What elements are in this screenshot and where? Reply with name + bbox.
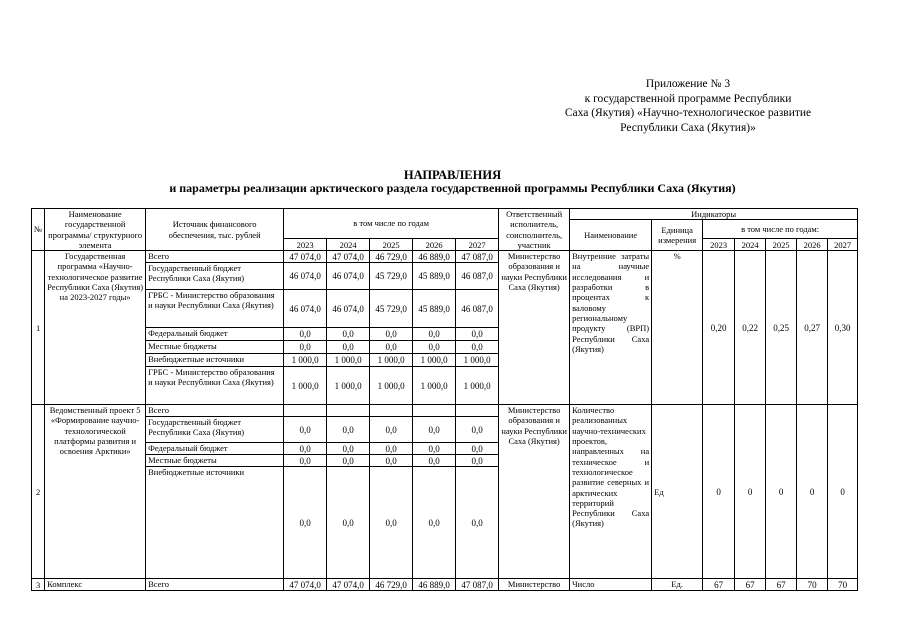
responsible-executor: Министерство [499,579,570,591]
value-cell: 46 729,0 [370,251,413,263]
value-cell: 0,0 [284,417,327,443]
indicator-value: 0 [766,405,797,579]
table-row [32,251,858,263]
value-cell: 0,0 [456,341,499,354]
header-by-years: в том числе по годам [284,209,499,239]
indicator-value: 0 [797,405,828,579]
value-cell: 0,0 [456,467,499,579]
annex-line-1: Приложение № 3 [645,78,731,90]
indicator-value: 0 [735,405,766,579]
indicator-value: 0 [828,405,858,579]
header-year: 2024 [327,239,370,251]
indicator-unit: Ед. [652,579,703,591]
indicator-name: Внутренние затраты на научные исследования и разработки в процентах к валовому региональному продукту (ВРП) Республики Саха (Якутия) [570,251,652,405]
header-ind-year: 2024 [735,239,766,251]
program-name: Комплекс [45,579,146,591]
value-cell: 0,0 [456,417,499,443]
value-cell: 0,0 [327,467,370,579]
value-cell: 45 729,0 [370,290,413,328]
indicator-value: 70 [828,579,858,591]
indicator-value: 0,30 [828,251,858,405]
value-cell: 46 074,0 [327,263,370,290]
document-subtitle: и параметры реализации арктического раздела государственной программы Республики Саха (Якутия) [169,181,736,195]
header-year: 2025 [370,239,413,251]
header-ind-year: 2026 [797,239,828,251]
value-cell: 0,0 [284,443,327,455]
header-year: 2027 [456,239,499,251]
annex-line-4: Республики Саха (Якутия)» [620,121,756,134]
responsible-executor: Министерство образования и науки Республики Саха (Якутия) [499,251,570,405]
value-cell: 0,0 [284,341,327,354]
value-cell: 47 074,0 [327,579,370,591]
value-cell: 1 000,0 [284,354,327,367]
value-cell: 1 000,0 [284,367,327,405]
annex-line-3: Саха (Якутия) «Научно-технологическое развитие [564,107,812,119]
source-name: ГРБС - Министерство образования и науки Республики Саха (Якутия) [146,290,284,328]
indicator-value: 67 [703,579,735,591]
indicator-value: 0 [703,405,735,579]
value-cell: 46 074,0 [284,290,327,328]
value-cell: 0,0 [327,417,370,443]
indicator-unit: % [652,251,703,405]
value-cell: 1 000,0 [370,354,413,367]
value-cell: 0,0 [327,455,370,467]
value-cell: 1 000,0 [413,354,456,367]
value-cell: 46 087,0 [456,290,499,328]
value-cell: 46 889,0 [413,251,456,263]
header-year: 2026 [413,239,456,251]
document-title: НАПРАВЛЕНИЯ [403,168,502,182]
value-cell: 0,0 [413,455,456,467]
value-cell: 45 889,0 [413,263,456,290]
value-cell: 0,0 [456,328,499,341]
header-ind-by-years: в том числе по годам: [703,220,858,239]
value-cell [413,405,456,417]
value-cell: 45 889,0 [413,290,456,328]
value-cell: 0,0 [284,328,327,341]
indicator-value: 67 [735,579,766,591]
header-ind-year: 2027 [828,239,858,251]
table-row [32,579,858,591]
value-cell: 1 000,0 [327,354,370,367]
table-row [32,405,858,417]
indicator-value: 0,27 [797,251,828,405]
value-cell: 0,0 [327,443,370,455]
source-name: Федеральный бюджет [146,443,284,455]
program-name: Государственная программа «Научно-технологическое развитие Республики Саха (Якутия) на 2023-2027 годы» [45,251,146,405]
header-name: Наименование государственной программы/ структурного элемента [45,209,146,251]
program-table [31,208,858,591]
source-name: ГРБС - Министерство образования и науки Республики Саха (Якутия) [146,367,284,405]
value-cell: 46 729,0 [370,579,413,591]
header-no: № [32,209,45,251]
source-name: Внебюджетные источники [146,354,284,367]
source-name: Федеральный бюджет [146,328,284,341]
value-cell: 0,0 [370,328,413,341]
value-cell: 1 000,0 [327,367,370,405]
value-cell: 46 074,0 [284,263,327,290]
value-cell: 1 000,0 [413,367,456,405]
indicator-name: Число [570,579,652,591]
row-number: 3 [32,579,45,591]
value-cell: 0,0 [370,341,413,354]
header-indicators: Индикаторы [570,209,858,220]
value-cell: 45 729,0 [370,263,413,290]
row-number: 2 [32,405,45,579]
value-cell: 1 000,0 [456,367,499,405]
value-cell: 0,0 [284,455,327,467]
indicator-value: 0,25 [766,251,797,405]
indicator-name: Количество реализованных научно-технических проектов, направленных на техническое и технологическое развитие северных и арктических территорий Республики Саха (Якутия) [570,405,652,579]
value-cell: 47 087,0 [456,251,499,263]
source-name: Государственный бюджет Республики Саха (Якутия) [146,417,284,443]
row-number: 1 [32,251,45,405]
responsible-executor: Министерство образования и науки Республики Саха (Якутия) [499,405,570,579]
header-year: 2023 [284,239,327,251]
annex-line-2: к государственной программе Республики [584,92,792,105]
value-cell: 47 074,0 [284,579,327,591]
value-cell: 0,0 [413,341,456,354]
header-ind-year: 2023 [703,239,735,251]
value-cell [370,405,413,417]
header-ind-name: Наименование [570,220,652,251]
header-sources: Источник финансового обеспечения, тыс. рублей [146,209,284,251]
value-cell: 47 074,0 [327,251,370,263]
value-cell [456,405,499,417]
source-name: Всего [146,251,284,263]
value-cell: 46 074,0 [327,290,370,328]
value-cell: 0,0 [413,328,456,341]
value-cell: 47 087,0 [456,579,499,591]
value-cell: 0,0 [413,417,456,443]
value-cell: 47 074,0 [284,251,327,263]
indicator-value: 70 [797,579,828,591]
header-ind-year: 2025 [766,239,797,251]
indicator-value: 0,20 [703,251,735,405]
indicator-unit: Ед [652,405,703,579]
source-name: Местные бюджеты [146,455,284,467]
source-name: Государственный бюджет Республики Саха (Якутия) [146,263,284,290]
value-cell: 0,0 [370,467,413,579]
source-name: Местные бюджеты [146,341,284,354]
value-cell: 0,0 [413,467,456,579]
value-cell: 0,0 [284,467,327,579]
source-name: Внебюджетные источники [146,467,284,579]
header-unit: Единица измерения [652,220,703,251]
indicator-value: 67 [766,579,797,591]
value-cell: 0,0 [327,328,370,341]
value-cell: 1 000,0 [456,354,499,367]
program-name: Ведомственный проект 5 «Формирование научно-технологической платформы развития и освоения Арктики» [45,405,146,579]
value-cell: 0,0 [413,443,456,455]
value-cell: 1 000,0 [370,367,413,405]
value-cell: 0,0 [370,443,413,455]
value-cell: 0,0 [456,443,499,455]
value-cell: 0,0 [370,455,413,467]
value-cell [327,405,370,417]
indicator-value: 0,22 [735,251,766,405]
source-name: Всего [146,405,284,417]
value-cell: 46 087,0 [456,263,499,290]
value-cell [284,405,327,417]
value-cell: 0,0 [327,341,370,354]
source-name: Всего [146,579,284,591]
value-cell: 0,0 [456,455,499,467]
annex-block [523,77,853,135]
value-cell: 46 889,0 [413,579,456,591]
header-responsible: Ответственный исполнитель, соисполнитель, участник [499,209,570,251]
value-cell: 0,0 [370,417,413,443]
